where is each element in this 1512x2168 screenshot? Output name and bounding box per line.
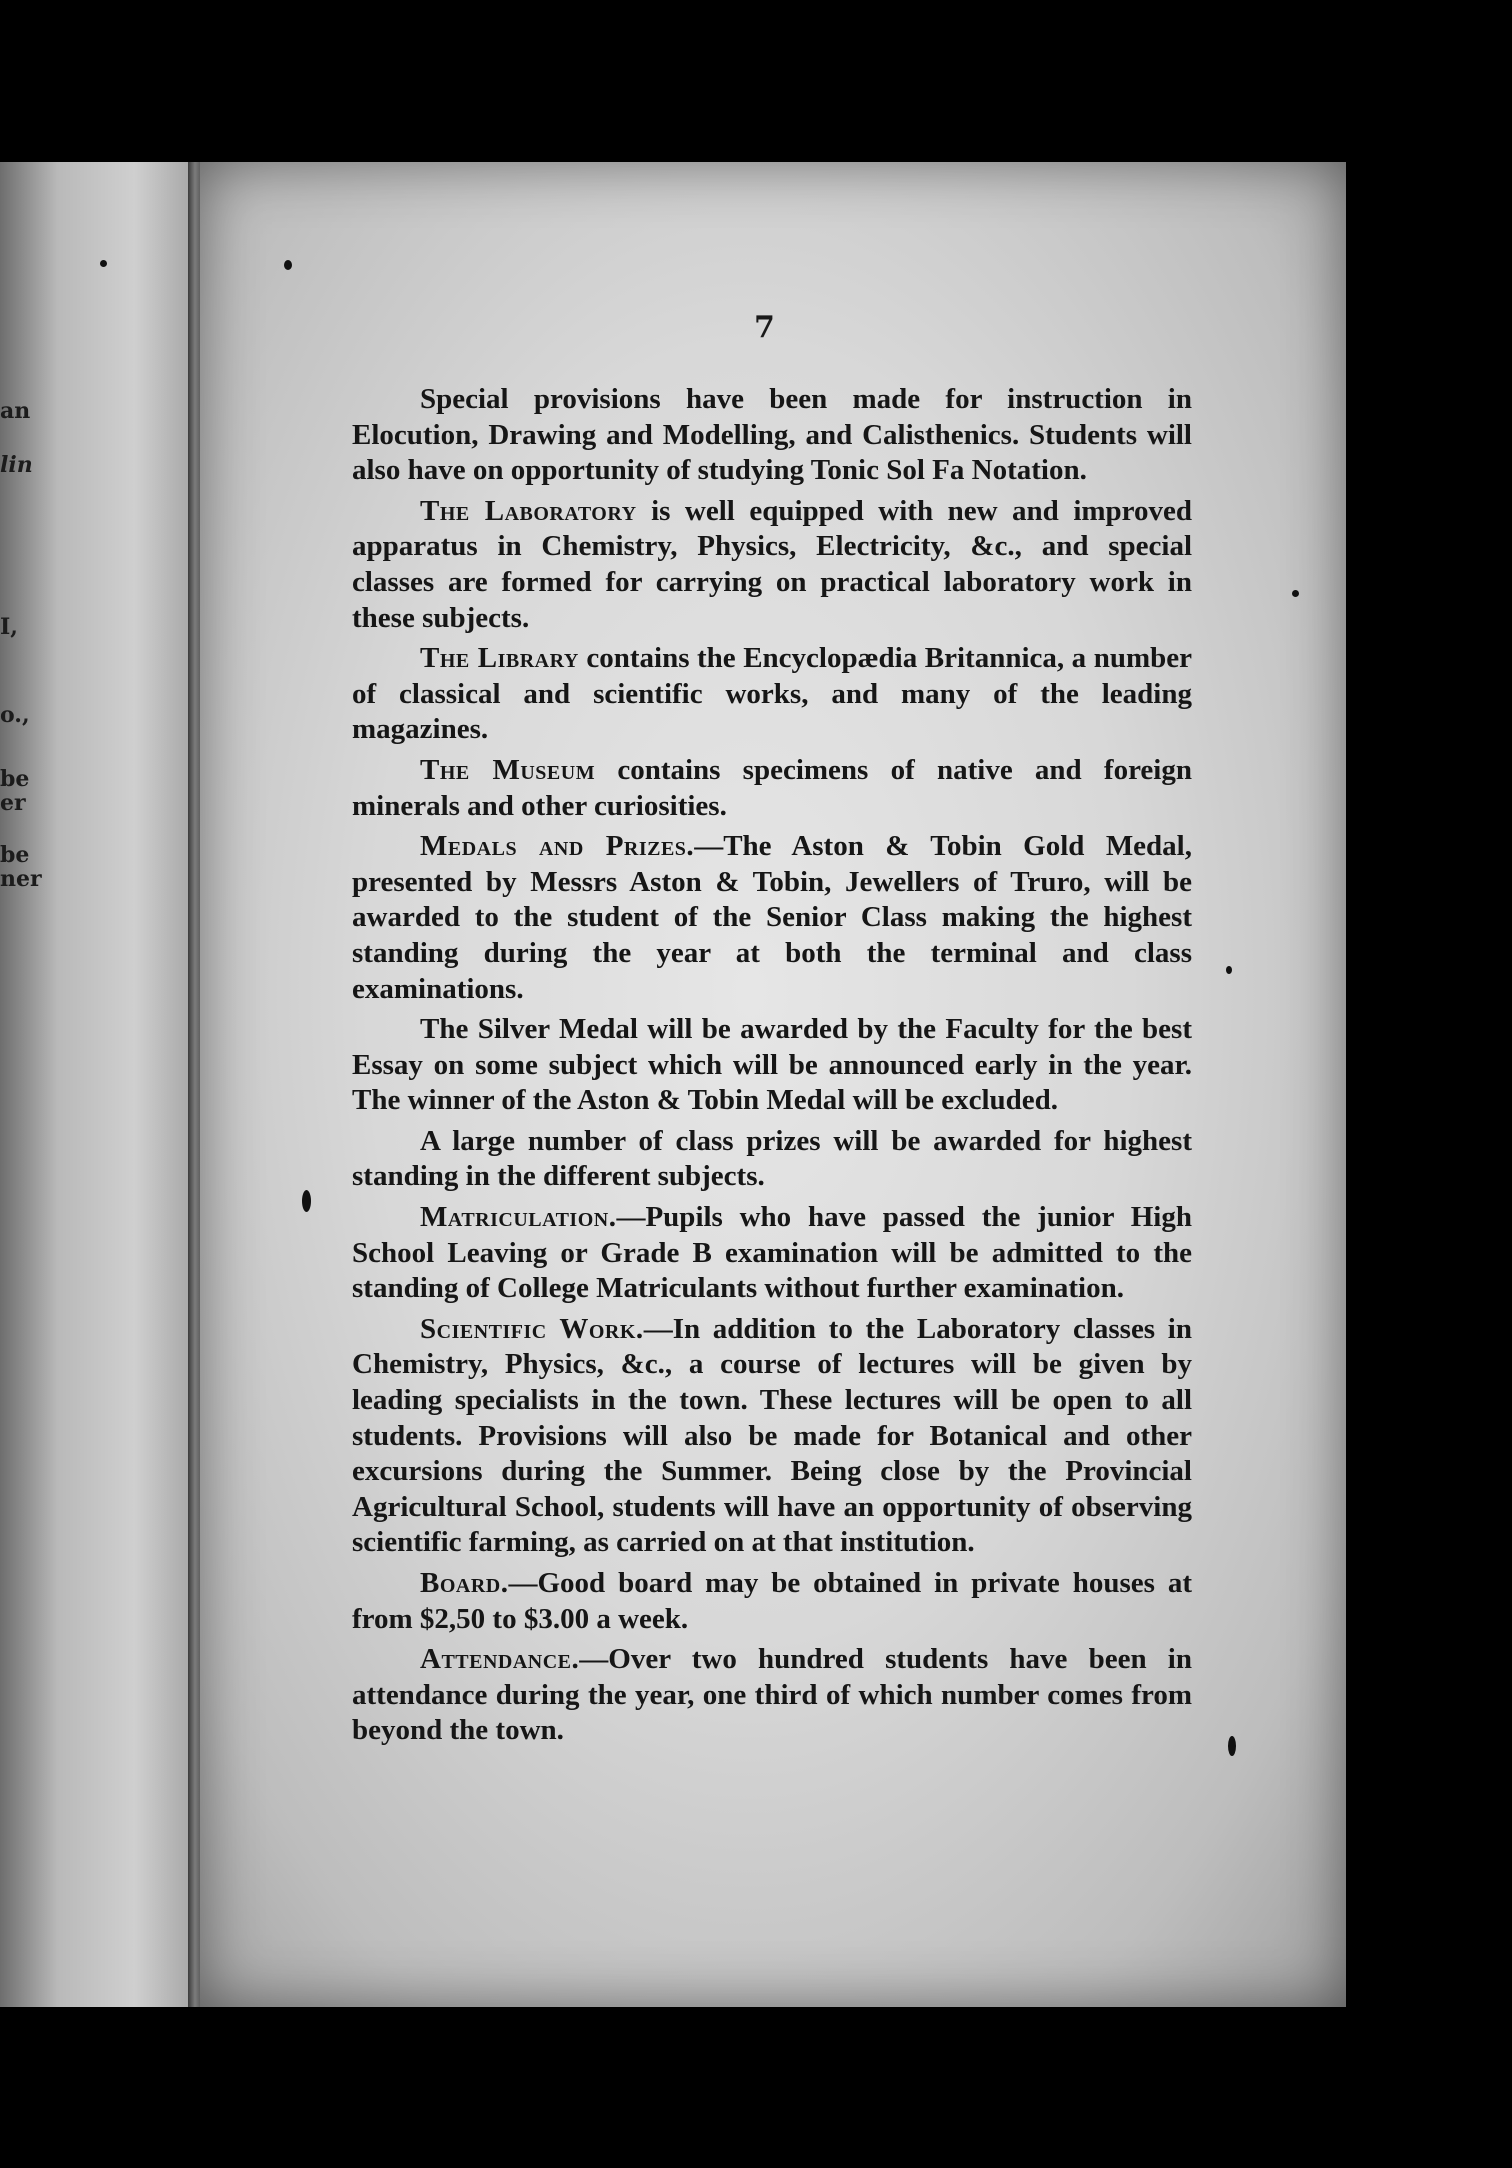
page-body [352, 382, 1192, 1754]
paragraph-board [352, 1566, 1192, 1637]
paragraph-class-prizes [352, 1124, 1192, 1195]
paragraph-text: A large number of class prizes will be awarded for highest standing in the different subjects. [352, 1124, 1192, 1193]
left-fragment: I, [0, 614, 18, 640]
dust-speck [302, 1190, 311, 1212]
left-fragment: er [0, 790, 26, 816]
paragraph-text: The Silver Medal will be awarded by the Faculty for the best Essay on some subject which will be announced early in the year. The winner of the Aston & Tobin Medal will be excluded. [352, 1013, 1192, 1117]
paragraph-museum [352, 753, 1192, 824]
paragraph-special-provisions [352, 382, 1192, 489]
paragraph-text: —Pupils who have passed the junior High School Leaving or Grade B examination will be admitted to the standing of College Matriculants without further examination. [352, 1201, 1192, 1305]
paragraph-attendance [352, 1642, 1192, 1749]
left-fragment: be [0, 766, 30, 792]
paragraph-silver-medal [352, 1012, 1192, 1119]
paragraph-scientific-work [352, 1312, 1192, 1561]
paragraph-lead: The Laboratory [420, 494, 637, 527]
paragraph-text: —In addition to the Laboratory classes in Chemistry, Physics, &c., a course of lectures will be given by leading specialists in the town. These lectures will be open to all students. Provisions will also be made for Botanical and other excursions during the Summer. Being close by the Provincial Agricultural School, students will have an opportunity of observing scientific farming, as carried on at that institution. [352, 1312, 1192, 1559]
scan-bottom-border [0, 2007, 1512, 2168]
left-fragment: be [0, 842, 30, 868]
paragraph-matriculation [352, 1200, 1192, 1307]
paragraph-medals-prizes [352, 829, 1192, 1007]
document-page [200, 162, 1346, 2007]
paragraph-lead: The Museum [420, 753, 596, 786]
paragraph-text: Special provisions have been made for instruction in Elocution, Drawing and Modelling, and Calisthenics. Students will also have on opportunity of studying Tonic Sol Fa Notation. [352, 383, 1192, 487]
paragraph-text: is well equipped with new and improved apparatus in Chemistry, Physics, Electricity, &c., and special classes are formed for carrying on practical laboratory work in these subjects. [352, 494, 1193, 634]
dust-speck [1228, 1736, 1236, 1756]
previous-page-fragment [0, 162, 192, 2007]
paragraph-library [352, 641, 1192, 748]
dust-speck [100, 260, 107, 267]
left-fragment: an [0, 398, 31, 424]
paragraph-text: —The Aston & Tobin Gold Medal, presented by Messrs Aston & Tobin, Jewellers of Truro, will be awarded to the student of the Senior Class making the highest standing during the year at both the terminal and class examinations. [352, 830, 1192, 1005]
paragraph-lead: Attendance. [420, 1643, 580, 1676]
paragraph-lead: Matriculation. [420, 1201, 617, 1234]
left-fragment: o., [0, 702, 30, 728]
paragraph-text: —Good board may be obtained in private houses at from $2,50 to $3.00 a week. [352, 1567, 1192, 1635]
left-fragment: lin [0, 452, 33, 478]
paragraph-text: contains the Encyclopædia Britannica, a number of classical and scientific works, and many of the leading magazines. [352, 642, 1192, 746]
paragraph-laboratory [352, 494, 1192, 636]
paragraph-lead: Medals and Prizes. [420, 830, 695, 863]
paragraph-lead: Scientific Work. [420, 1312, 644, 1345]
dust-speck [1292, 590, 1299, 597]
dust-speck [1226, 966, 1232, 974]
dust-speck [284, 260, 292, 270]
paragraph-text: —Over two hundred students have been in attendance during the year, one third of which number comes from beyond the town. [352, 1643, 1192, 1747]
paragraph-text: contains specimens of native and foreign minerals and other curiosities. [352, 753, 1192, 822]
paragraph-lead: Board. [420, 1567, 509, 1599]
paragraph-lead: The Library [420, 642, 579, 675]
page-number: 7 [754, 310, 775, 345]
left-fragment: ner [0, 866, 42, 892]
